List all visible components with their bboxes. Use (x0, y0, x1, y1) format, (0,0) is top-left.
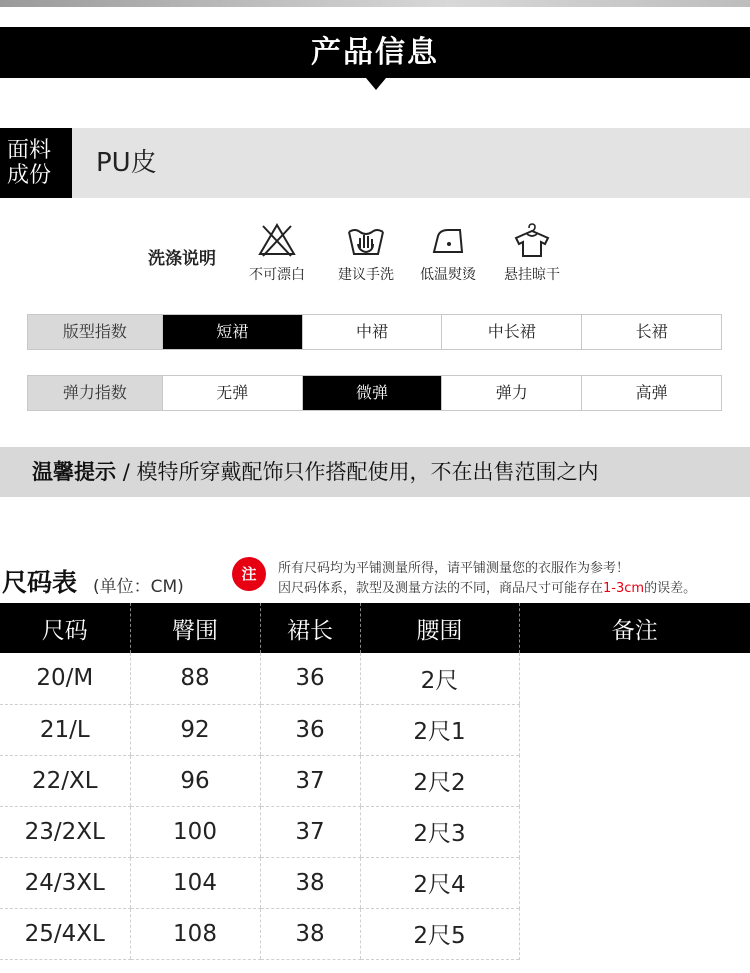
header-length: 裙长 (260, 603, 360, 653)
size-table-header (0, 603, 750, 653)
hang-dry-icon (512, 222, 552, 258)
stretch-option-high[interactable]: 高弹 (581, 376, 721, 410)
stretch-option-slight[interactable]: 微弹 (302, 376, 442, 410)
note-line-2-highlight: 1-3cm (603, 581, 645, 596)
note-line-2-pre: 因尺码体系，款型及测量方法的不同，商品尺寸可能存在 (278, 581, 604, 596)
cell-length: 37 (260, 755, 360, 806)
stretch-option-none[interactable]: 无弹 (162, 376, 302, 410)
wash-title: 洗涤说明 (148, 249, 216, 269)
fabric-label-line2: 成份 (7, 163, 52, 188)
cell-size: 25/4XL (0, 908, 130, 959)
cell-size: 23/2XL (0, 806, 130, 857)
cell-size: 24/3XL (0, 857, 130, 908)
cell-waist: 2尺5 (360, 908, 519, 959)
cell-waist: 2尺 (360, 653, 519, 704)
wash-item-low-iron (406, 222, 490, 284)
wash-label-no-bleach: 不可漂白 (249, 267, 305, 283)
product-info-banner (0, 27, 750, 78)
note-badge: 注 (232, 557, 266, 591)
cell-length: 36 (260, 653, 360, 704)
size-table (0, 603, 750, 960)
cell-remark (519, 653, 750, 959)
cell-hip: 96 (130, 755, 260, 806)
hand-wash-icon (346, 222, 386, 258)
low-iron-icon (428, 222, 468, 258)
cell-size: 20/M (0, 653, 130, 704)
fit-option-mid-long[interactable]: 中长裙 (441, 315, 581, 349)
cell-length: 37 (260, 806, 360, 857)
cell-hip: 100 (130, 806, 260, 857)
fabric-label-line1: 面料 (7, 138, 52, 163)
cell-size: 22/XL (0, 755, 130, 806)
cell-waist: 2尺3 (360, 806, 519, 857)
fit-index-label: 版型指数 (28, 315, 162, 349)
stretch-index-label: 弹力指数 (28, 376, 162, 410)
cell-waist: 2尺2 (360, 755, 519, 806)
banner-pointer (366, 78, 386, 90)
header-waist: 腰围 (360, 603, 519, 653)
cell-hip: 92 (130, 704, 260, 755)
notice-text: 模特所穿戴配饰只作搭配使用，不在出售范围之内 (136, 460, 599, 484)
no-bleach-icon (257, 222, 297, 258)
cell-waist: 2尺4 (360, 857, 519, 908)
header-hip: 臀围 (130, 603, 260, 653)
wash-label-low-iron: 低温熨烫 (420, 267, 476, 283)
note-line-1: 所有尺码均为平铺测量所得，请平铺测量您的衣服作为参考！ (278, 561, 630, 576)
note-line-2 (278, 577, 696, 596)
cell-size: 21/L (0, 704, 130, 755)
fit-option-long[interactable]: 长裙 (581, 315, 721, 349)
notice-title: 温馨提示 (32, 460, 116, 484)
wash-label-hand-wash: 建议手洗 (338, 267, 394, 283)
wash-item-hang-dry (490, 222, 574, 284)
header-size: 尺码 (0, 603, 130, 653)
stretch-option-stretch[interactable]: 弹力 (441, 376, 581, 410)
fit-option-short[interactable]: 短裙 (162, 315, 302, 349)
cell-waist: 2尺1 (360, 704, 519, 755)
wash-item-no-bleach (235, 222, 319, 284)
fabric-label (0, 128, 72, 198)
cell-hip: 104 (130, 857, 260, 908)
cell-length: 38 (260, 908, 360, 959)
header-remark: 备注 (519, 603, 750, 653)
fabric-row (0, 128, 750, 198)
fabric-value: PU皮 (96, 148, 157, 178)
notice-separator: / (122, 460, 130, 484)
size-chart-unit: (单位：CM) (93, 577, 184, 597)
cell-length: 36 (260, 704, 360, 755)
cell-length: 38 (260, 857, 360, 908)
top-image-edge (0, 0, 750, 7)
cell-hip: 88 (130, 653, 260, 704)
fit-index-row (27, 314, 722, 350)
wash-label-hang-dry: 悬挂晾干 (504, 267, 560, 283)
note-line-2-post: 的误差。 (644, 581, 697, 596)
size-chart-title: 尺码表 (2, 568, 78, 597)
banner-title: 产品信息 (311, 35, 439, 70)
fit-option-medium[interactable]: 中裙 (302, 315, 442, 349)
wash-item-hand-wash (324, 222, 408, 284)
stretch-index-row (27, 375, 722, 411)
notice-bar (0, 447, 750, 497)
table-row (0, 653, 750, 704)
cell-hip: 108 (130, 908, 260, 959)
